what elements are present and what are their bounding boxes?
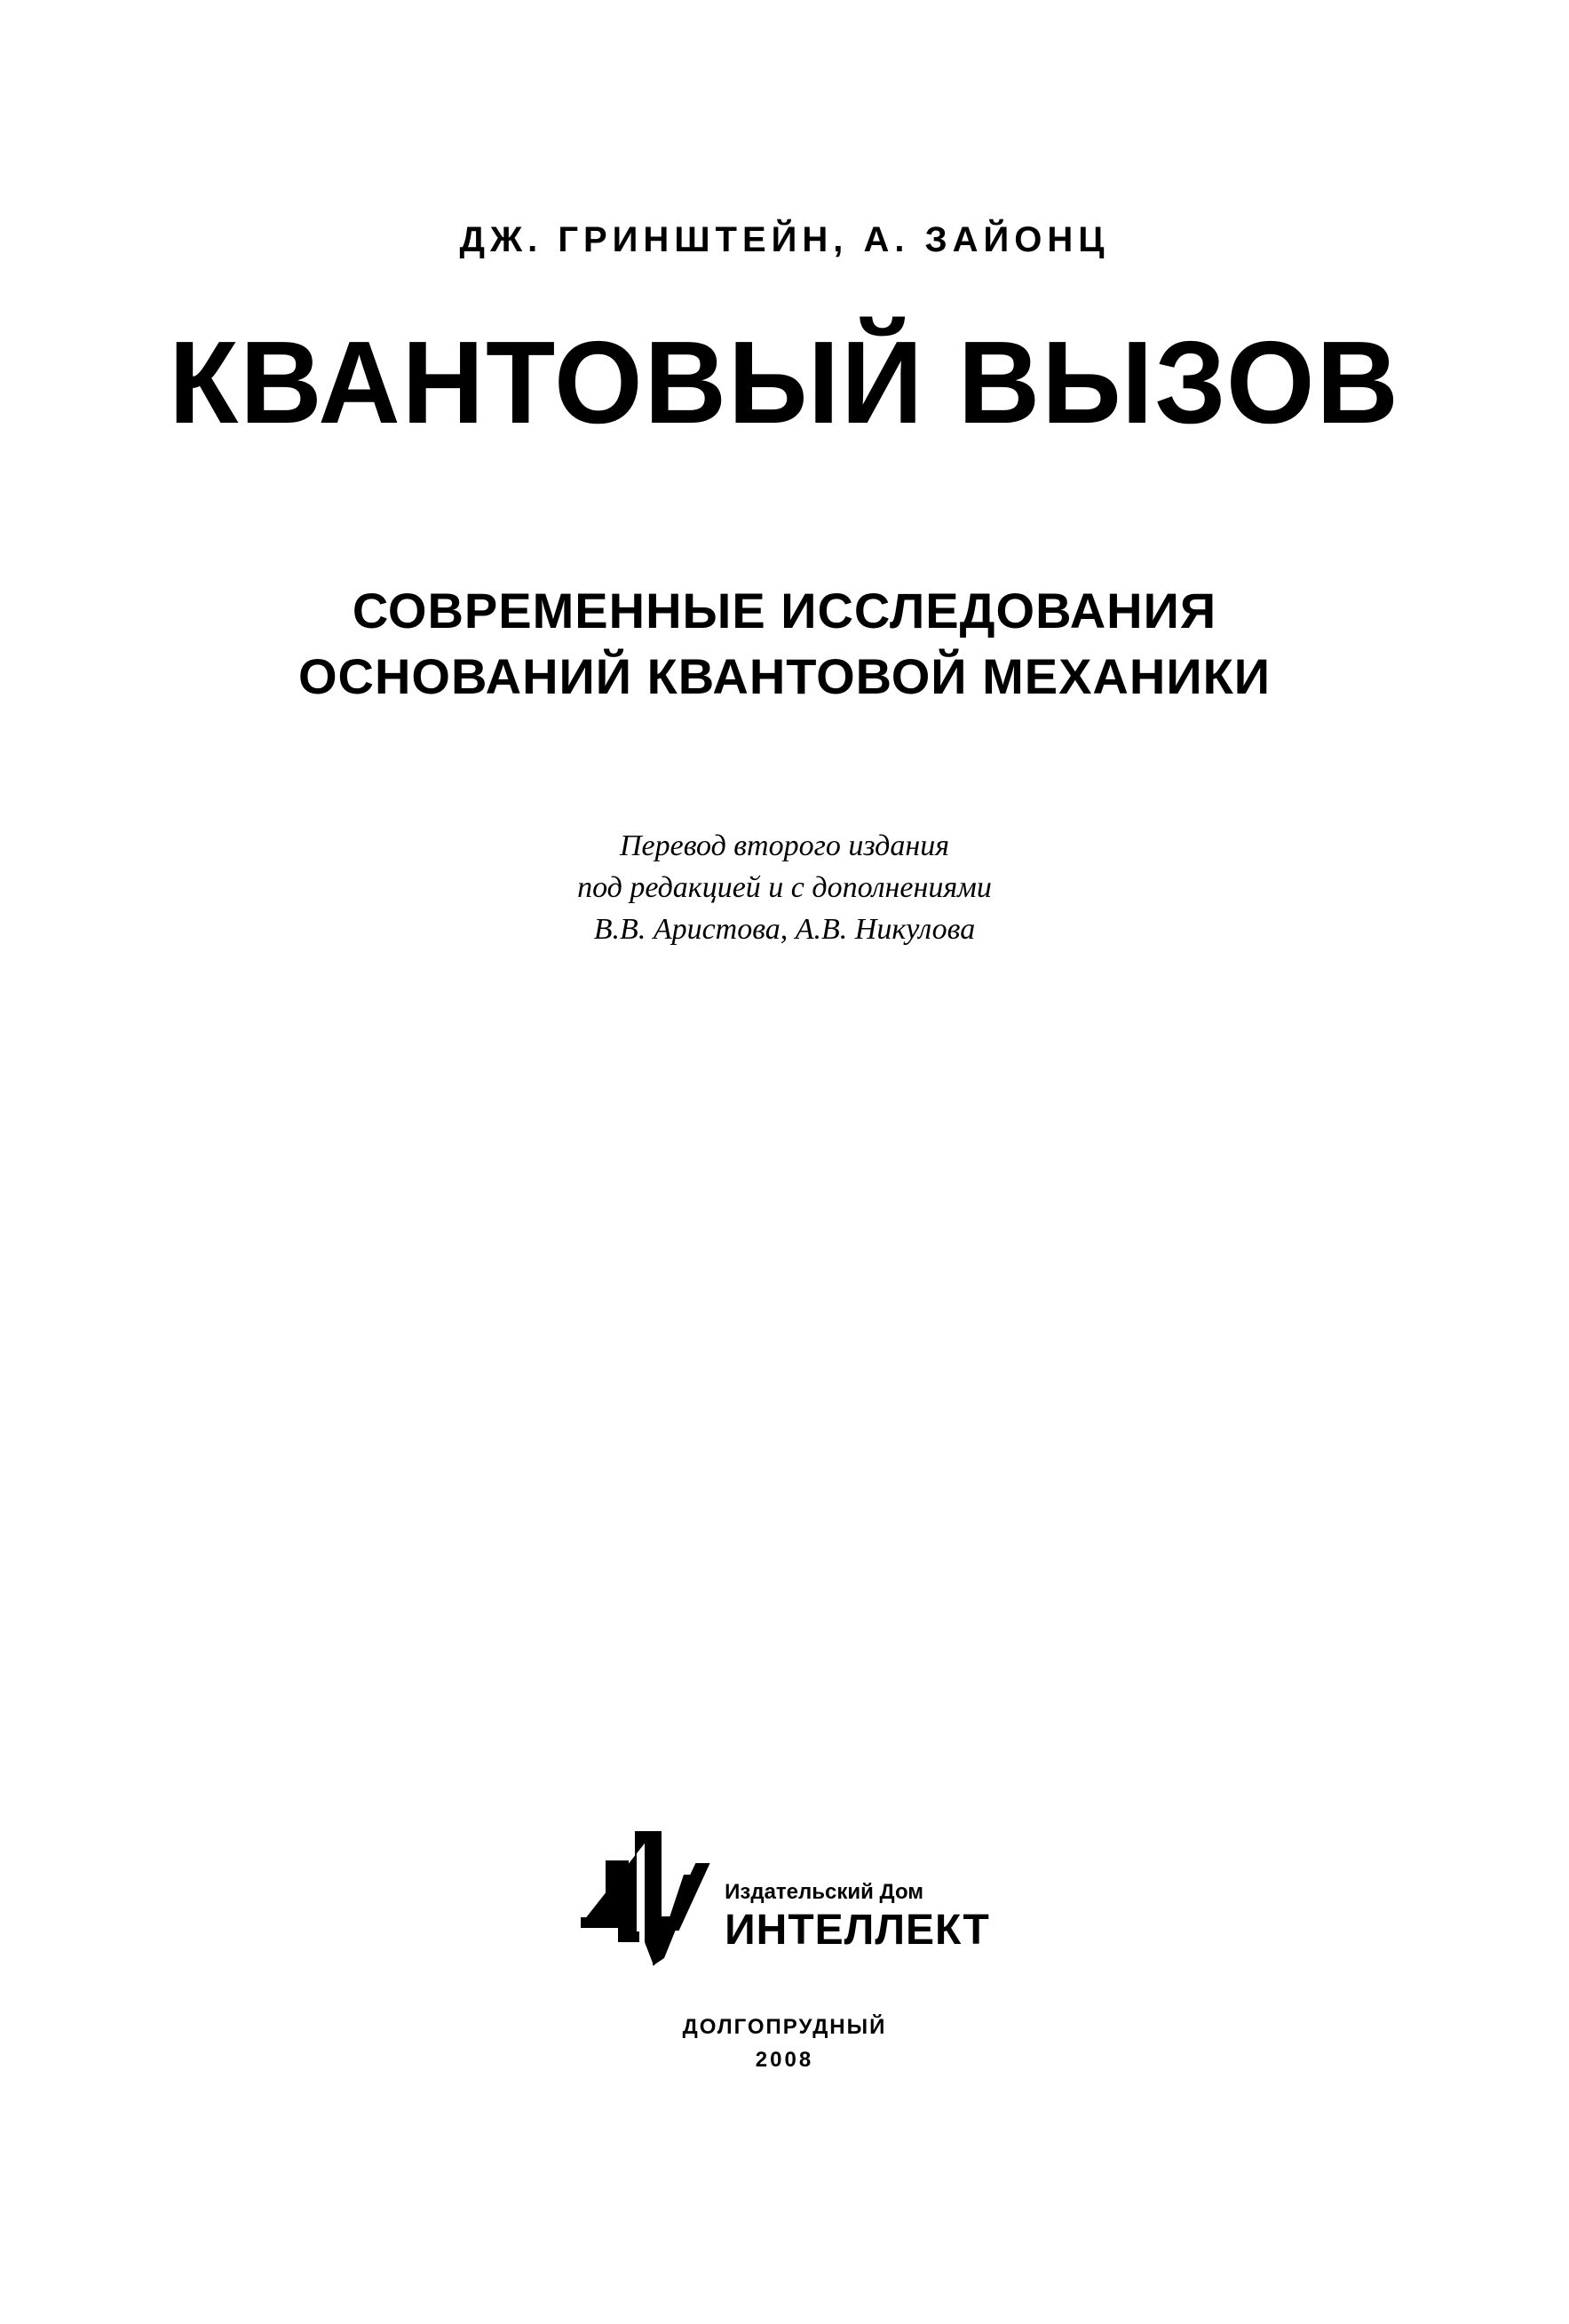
authors-line: ДЖ. ГРИНШТЕЙН, А. ЗАЙОНЦ <box>459 220 1110 259</box>
publisher-name-block <box>725 1881 990 1967</box>
subtitle-line: СОВРЕМЕННЫЕ ИССЛЕДОВАНИЯ <box>352 582 1217 639</box>
subtitle-line: ОСНОВАНИЙ КВАНТОВОЙ МЕХАНИКИ <box>297 647 1271 704</box>
edition-note <box>0 826 1569 951</box>
publisher-logo <box>579 1825 990 1967</box>
publisher-city: ДОЛГОПРУДНЫЙ <box>682 2015 887 2039</box>
book-title: КВАНТОВЫЙ ВЫЗОВ <box>169 317 1400 448</box>
publication-year: 2008 <box>755 2048 814 2073</box>
edition-note-line: В.В. Аристова, А.В. Никулова <box>593 913 976 947</box>
publisher-imprint-small: Издательский Дом <box>725 1880 924 1905</box>
edition-note-line: под редакцией и с дополнениями <box>577 871 992 905</box>
book-subtitle <box>0 578 1569 710</box>
publisher-imprint-big: ИНТЕЛЛЕКТ <box>725 1906 990 1954</box>
pulse-wave-icon <box>579 1825 712 1967</box>
publisher-block <box>0 1825 1569 2074</box>
title-page-content <box>0 0 1569 951</box>
edition-note-line: Перевод второго издания <box>619 829 950 863</box>
